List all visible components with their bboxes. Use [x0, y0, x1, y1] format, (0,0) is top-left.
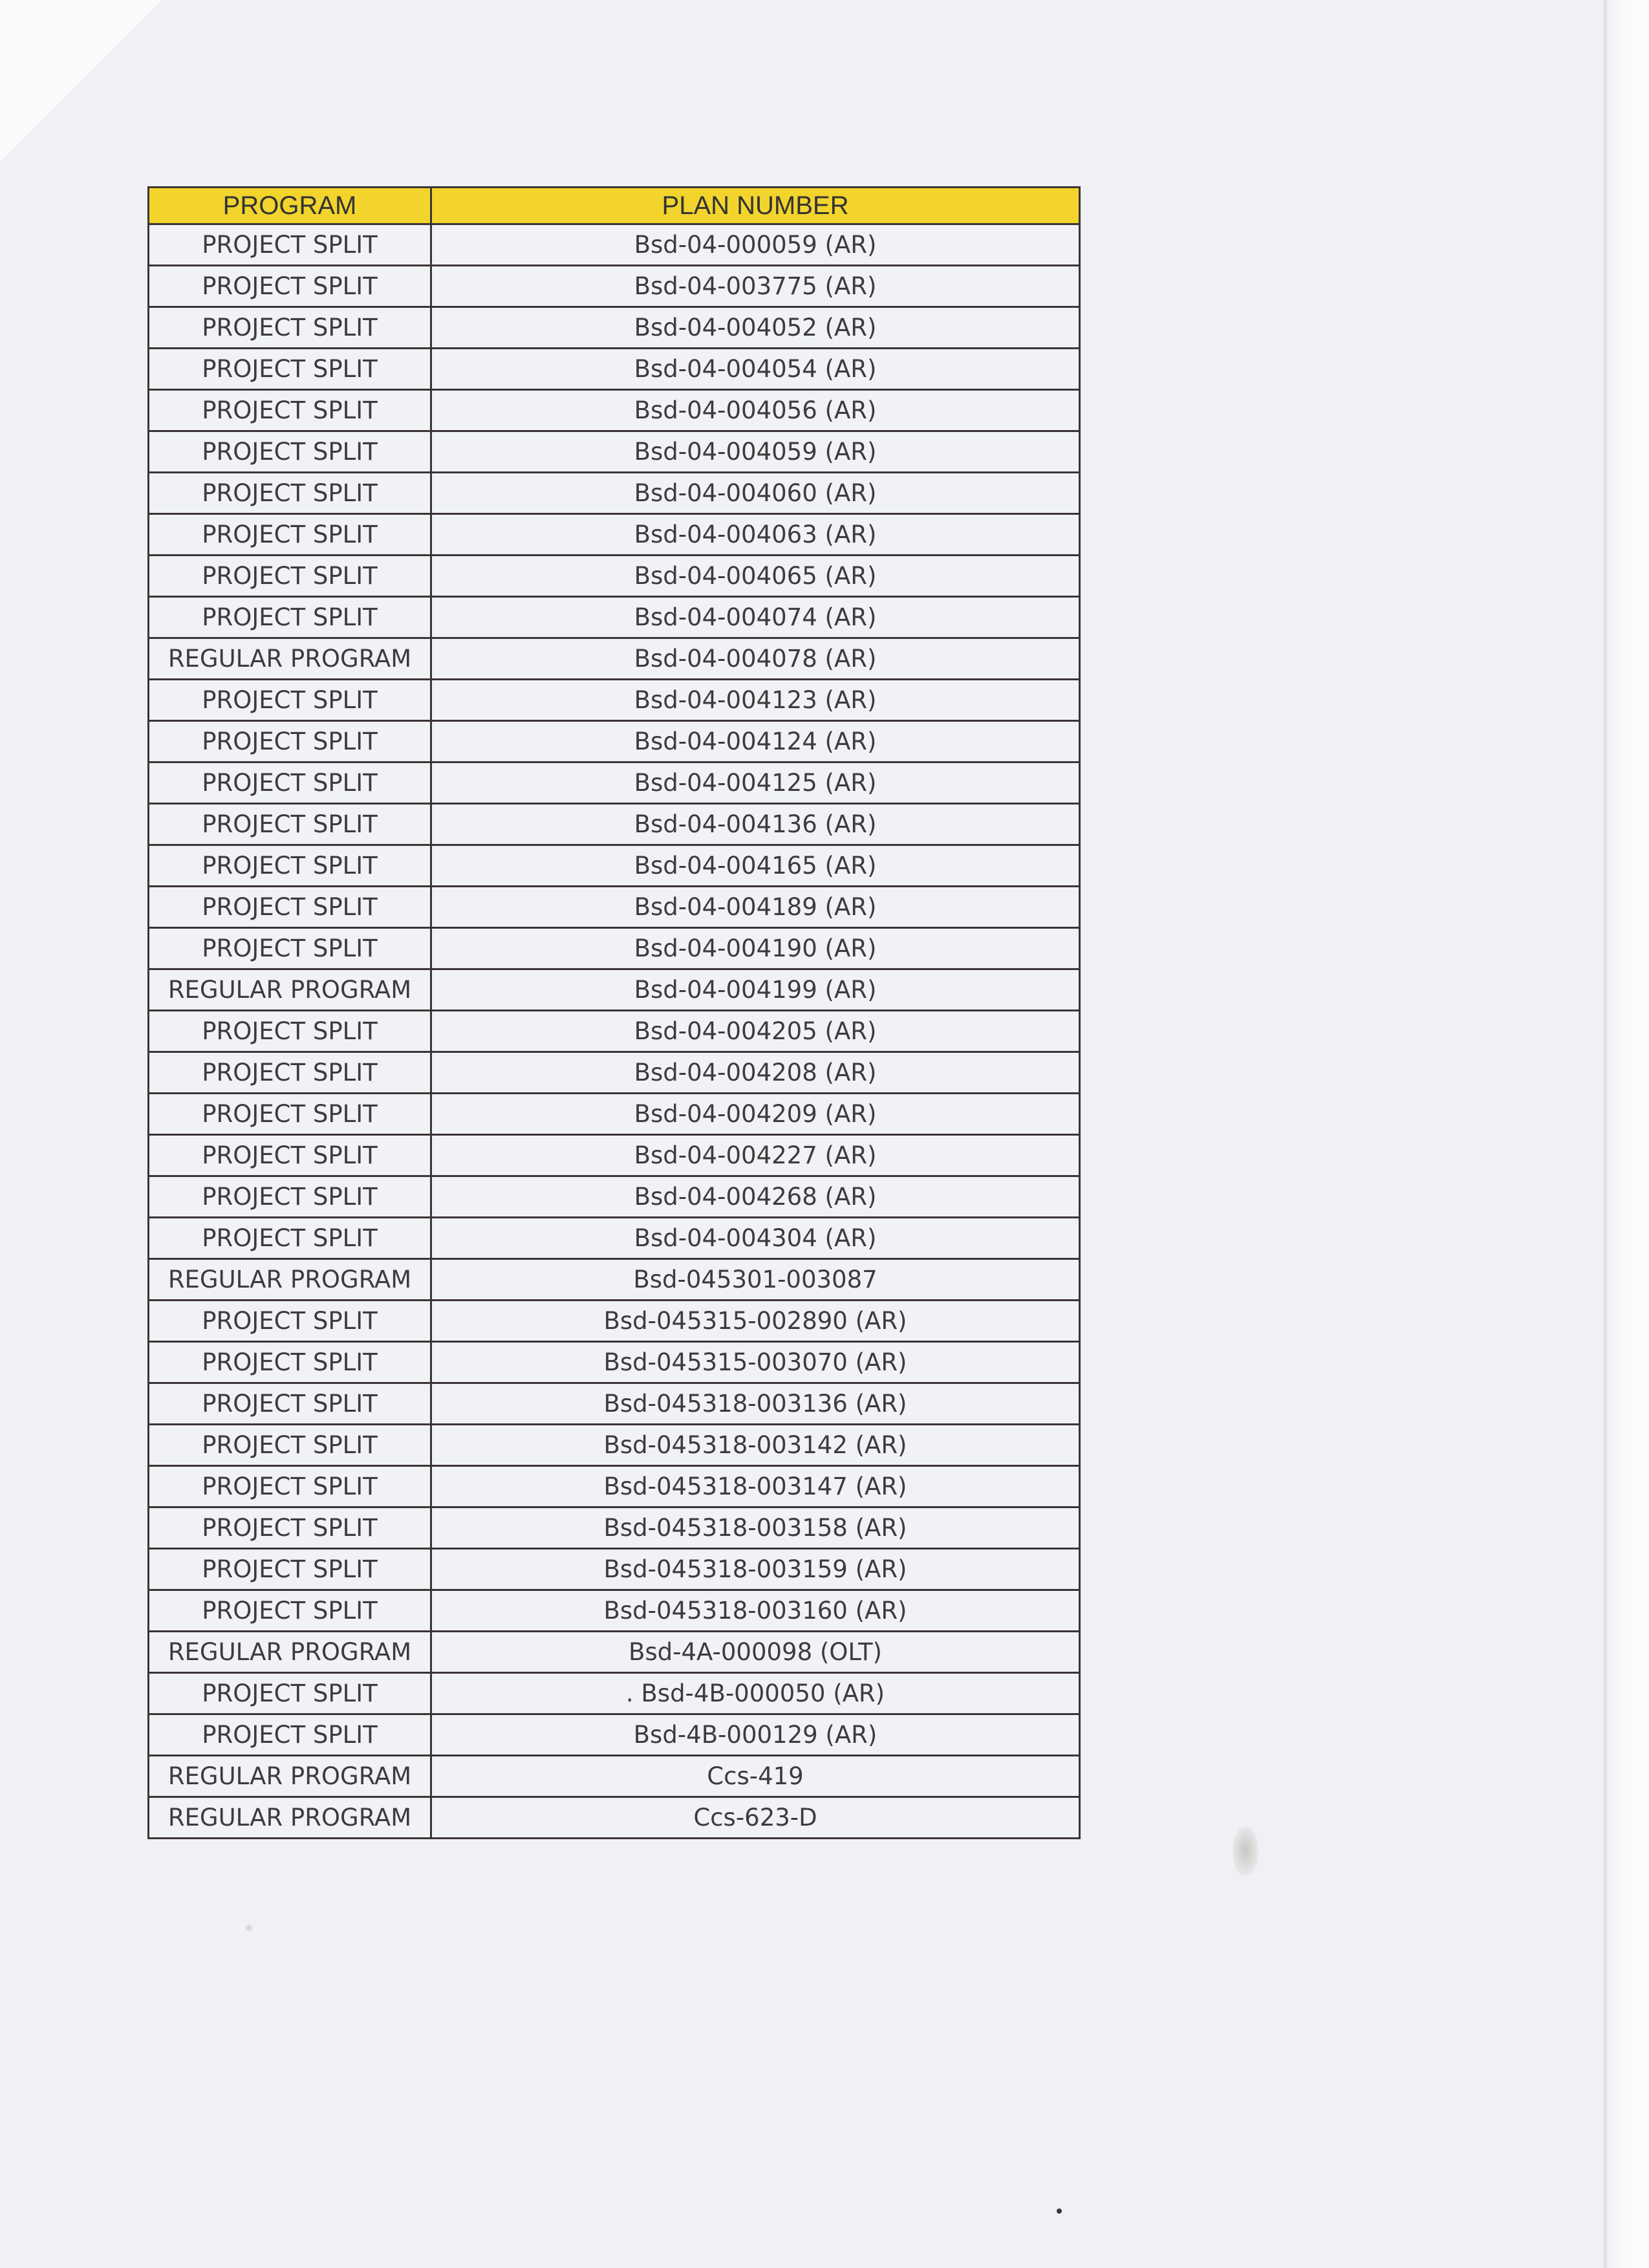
- plan-number-cell: Bsd-04-004078 (AR): [431, 638, 1080, 680]
- plan-number-cell: Bsd-04-004199 (AR): [431, 969, 1080, 1011]
- table-row: [149, 473, 1080, 514]
- program-cell: PROJECT SPLIT: [149, 680, 431, 721]
- program-cell: REGULAR PROGRAM: [149, 969, 431, 1011]
- plan-number-cell: Bsd-04-004074 (AR): [431, 597, 1080, 638]
- plan-number-cell: Bsd-04-004056 (AR): [431, 390, 1080, 431]
- program-cell: PROJECT SPLIT: [149, 845, 431, 887]
- program-cell: PROJECT SPLIT: [149, 1135, 431, 1176]
- plan-number-cell: Bsd-4B-000129 (AR): [431, 1714, 1080, 1756]
- program-cell: PROJECT SPLIT: [149, 597, 431, 638]
- program-plan-table: [147, 186, 1081, 1839]
- plan-number-cell: . Bsd-4B-000050 (AR): [431, 1673, 1080, 1714]
- program-cell: PROJECT SPLIT: [149, 1714, 431, 1756]
- plan-number-cell: Ccs-623-D: [431, 1797, 1080, 1839]
- table-row: [149, 597, 1080, 638]
- table-row: [149, 1094, 1080, 1135]
- program-cell: PROJECT SPLIT: [149, 556, 431, 597]
- table-row: [149, 1342, 1080, 1383]
- table-row: [149, 224, 1080, 266]
- table-row: [149, 762, 1080, 804]
- plan-number-cell: Bsd-04-004065 (AR): [431, 556, 1080, 597]
- program-cell: PROJECT SPLIT: [149, 224, 431, 266]
- program-cell: PROJECT SPLIT: [149, 1507, 431, 1549]
- program-cell: PROJECT SPLIT: [149, 762, 431, 804]
- table-row: [149, 680, 1080, 721]
- header-row: [149, 188, 1080, 224]
- table-row: [149, 266, 1080, 307]
- table-row: [149, 969, 1080, 1011]
- table-row: [149, 1632, 1080, 1673]
- program-cell: PROJECT SPLIT: [149, 390, 431, 431]
- plan-number-cell: Bsd-045318-003159 (AR): [431, 1549, 1080, 1590]
- table-row: [149, 1383, 1080, 1425]
- plan-number-cell: Bsd-045315-003070 (AR): [431, 1342, 1080, 1383]
- plan-number-cell: Ccs-419: [431, 1756, 1080, 1797]
- table-row: [149, 928, 1080, 969]
- program-cell: PROJECT SPLIT: [149, 266, 431, 307]
- table-row: [149, 1135, 1080, 1176]
- plan-number-cell: Bsd-04-003775 (AR): [431, 266, 1080, 307]
- plan-number-cell: Bsd-04-004125 (AR): [431, 762, 1080, 804]
- plan-number-cell: Bsd-04-004059 (AR): [431, 431, 1080, 473]
- table-row: [149, 349, 1080, 390]
- program-cell: PROJECT SPLIT: [149, 1052, 431, 1094]
- program-cell: PROJECT SPLIT: [149, 1218, 431, 1259]
- header-plan-number: PLAN NUMBER: [431, 188, 1080, 224]
- table-row: [149, 1714, 1080, 1756]
- program-cell: REGULAR PROGRAM: [149, 1797, 431, 1839]
- program-cell: PROJECT SPLIT: [149, 473, 431, 514]
- program-cell: REGULAR PROGRAM: [149, 1632, 431, 1673]
- table-row: [149, 1466, 1080, 1507]
- table-row: [149, 721, 1080, 762]
- folded-corner: [0, 0, 162, 162]
- plan-number-cell: Bsd-045318-003136 (AR): [431, 1383, 1080, 1425]
- program-cell: PROJECT SPLIT: [149, 307, 431, 349]
- plan-number-cell: Bsd-4A-000098 (OLT): [431, 1632, 1080, 1673]
- program-cell: REGULAR PROGRAM: [149, 1259, 431, 1301]
- table-row: [149, 1301, 1080, 1342]
- table-row: [149, 1176, 1080, 1218]
- table-row: [149, 514, 1080, 556]
- program-cell: PROJECT SPLIT: [149, 349, 431, 390]
- plan-number-cell: Bsd-045318-003147 (AR): [431, 1466, 1080, 1507]
- paper-stain: [1233, 1826, 1258, 1875]
- program-cell: PROJECT SPLIT: [149, 1011, 431, 1052]
- program-cell: PROJECT SPLIT: [149, 928, 431, 969]
- table-row: [149, 307, 1080, 349]
- table-row: [149, 887, 1080, 928]
- program-cell: PROJECT SPLIT: [149, 804, 431, 845]
- plan-number-cell: Bsd-04-004063 (AR): [431, 514, 1080, 556]
- plan-number-cell: Bsd-04-004136 (AR): [431, 804, 1080, 845]
- plan-number-cell: Bsd-04-004123 (AR): [431, 680, 1080, 721]
- plan-number-cell: Bsd-04-000059 (AR): [431, 224, 1080, 266]
- program-cell: REGULAR PROGRAM: [149, 638, 431, 680]
- table-row: [149, 1590, 1080, 1632]
- table-row: [149, 1218, 1080, 1259]
- plan-number-cell: Bsd-04-004060 (AR): [431, 473, 1080, 514]
- program-cell: PROJECT SPLIT: [149, 431, 431, 473]
- header-program: PROGRAM: [149, 188, 431, 224]
- table-row: [149, 1797, 1080, 1839]
- plan-number-cell: Bsd-04-004190 (AR): [431, 928, 1080, 969]
- plan-number-cell: Bsd-04-004189 (AR): [431, 887, 1080, 928]
- program-cell: PROJECT SPLIT: [149, 1176, 431, 1218]
- program-cell: PROJECT SPLIT: [149, 1383, 431, 1425]
- program-cell: PROJECT SPLIT: [149, 1094, 431, 1135]
- plan-number-cell: Bsd-045318-003158 (AR): [431, 1507, 1080, 1549]
- table-row: [149, 1507, 1080, 1549]
- table-row: [149, 804, 1080, 845]
- table-row: [149, 845, 1080, 887]
- table-row: [149, 1756, 1080, 1797]
- plan-number-cell: Bsd-04-004209 (AR): [431, 1094, 1080, 1135]
- program-cell: PROJECT SPLIT: [149, 1549, 431, 1590]
- table-row: [149, 431, 1080, 473]
- program-cell: PROJECT SPLIT: [149, 887, 431, 928]
- table-row: [149, 1259, 1080, 1301]
- plan-number-cell: Bsd-045315-002890 (AR): [431, 1301, 1080, 1342]
- program-cell: PROJECT SPLIT: [149, 1425, 431, 1466]
- table-row: [149, 1425, 1080, 1466]
- program-cell: PROJECT SPLIT: [149, 1342, 431, 1383]
- program-cell: PROJECT SPLIT: [149, 1590, 431, 1632]
- table-row: [149, 1549, 1080, 1590]
- program-cell: REGULAR PROGRAM: [149, 1756, 431, 1797]
- program-cell: PROJECT SPLIT: [149, 721, 431, 762]
- plan-number-cell: Bsd-04-004268 (AR): [431, 1176, 1080, 1218]
- program-cell: PROJECT SPLIT: [149, 1673, 431, 1714]
- program-cell: PROJECT SPLIT: [149, 1301, 431, 1342]
- ink-speck: [1057, 2209, 1062, 2214]
- program-cell: PROJECT SPLIT: [149, 514, 431, 556]
- table-row: [149, 638, 1080, 680]
- page-edge: [1604, 0, 1649, 2268]
- table-row: [149, 1052, 1080, 1094]
- plan-number-cell: Bsd-04-004208 (AR): [431, 1052, 1080, 1094]
- plan-number-cell: Bsd-04-004205 (AR): [431, 1011, 1080, 1052]
- plan-number-cell: Bsd-04-004227 (AR): [431, 1135, 1080, 1176]
- plan-number-cell: Bsd-04-004124 (AR): [431, 721, 1080, 762]
- plan-number-cell: Bsd-04-004165 (AR): [431, 845, 1080, 887]
- plan-number-cell: Bsd-045301-003087: [431, 1259, 1080, 1301]
- table-row: [149, 556, 1080, 597]
- plan-number-cell: Bsd-04-004052 (AR): [431, 307, 1080, 349]
- plan-number-cell: Bsd-045318-003142 (AR): [431, 1425, 1080, 1466]
- table-row: [149, 390, 1080, 431]
- table-row: [149, 1011, 1080, 1052]
- program-cell: PROJECT SPLIT: [149, 1466, 431, 1507]
- plan-number-cell: Bsd-045318-003160 (AR): [431, 1590, 1080, 1632]
- table-body: [149, 224, 1080, 1839]
- table-row: [149, 1673, 1080, 1714]
- plan-number-cell: Bsd-04-004054 (AR): [431, 349, 1080, 390]
- ink-speck: [246, 1925, 252, 1931]
- plan-number-cell: Bsd-04-004304 (AR): [431, 1218, 1080, 1259]
